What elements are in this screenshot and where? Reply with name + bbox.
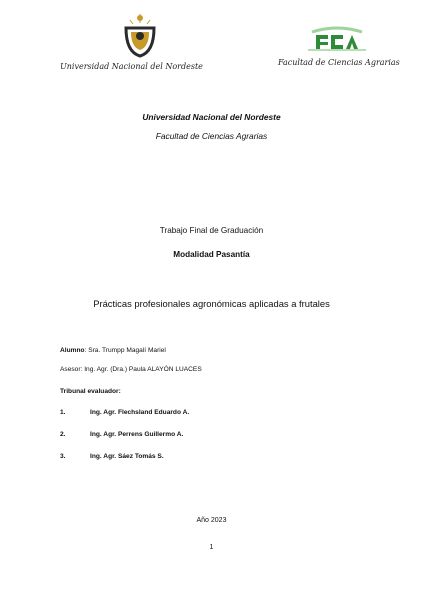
tribunal-number: 3. <box>60 453 66 460</box>
work-type: Trabajo Final de Graduación <box>159 226 264 235</box>
fca-logo-text: Facultad de Ciencias Agrarias <box>278 58 400 67</box>
asesor-line <box>60 366 202 373</box>
tribunal-member: Ing. Agr. Perrens Guillermo A. <box>90 431 184 438</box>
work-modality: Modalidad Pasantía <box>173 250 250 259</box>
tribunal-number: 2. <box>60 431 66 438</box>
year-text: Año 2023 <box>196 517 227 524</box>
fca-emblem-icon <box>272 26 402 52</box>
unne-emblem-icon <box>60 14 220 58</box>
asesor-label: Asesor <box>60 366 81 373</box>
faculty-heading: Facultad de Ciencias Agrarias <box>155 131 268 141</box>
university-heading: Universidad Nacional del Nordeste <box>142 112 281 122</box>
asesor-value: : Ing. Agr. (Dra.) Paula ALAYÓN LUACES <box>80 366 202 373</box>
tribunal-member: Ing. Agr. Flechsland Eduardo A. <box>90 409 190 416</box>
page-number: 1 <box>209 544 214 551</box>
unne-logo-text: Universidad Nacional del Nordeste <box>60 62 203 71</box>
tribunal-number: 1. <box>60 409 66 416</box>
fca-logo <box>272 26 402 76</box>
work-title: Prácticas profesionales agronómicas aplicadas a frutales <box>93 298 330 309</box>
tribunal-member: Ing. Agr. Sáez Tomás S. <box>90 453 164 460</box>
tribunal-label: Tribunal evaluador: <box>60 388 121 395</box>
alumno-label: Alumno <box>60 347 85 354</box>
unne-logo <box>60 14 220 74</box>
alumno-value: : Sra. Trumpp Magalí Mariel <box>84 347 166 354</box>
alumno-line <box>60 347 166 354</box>
